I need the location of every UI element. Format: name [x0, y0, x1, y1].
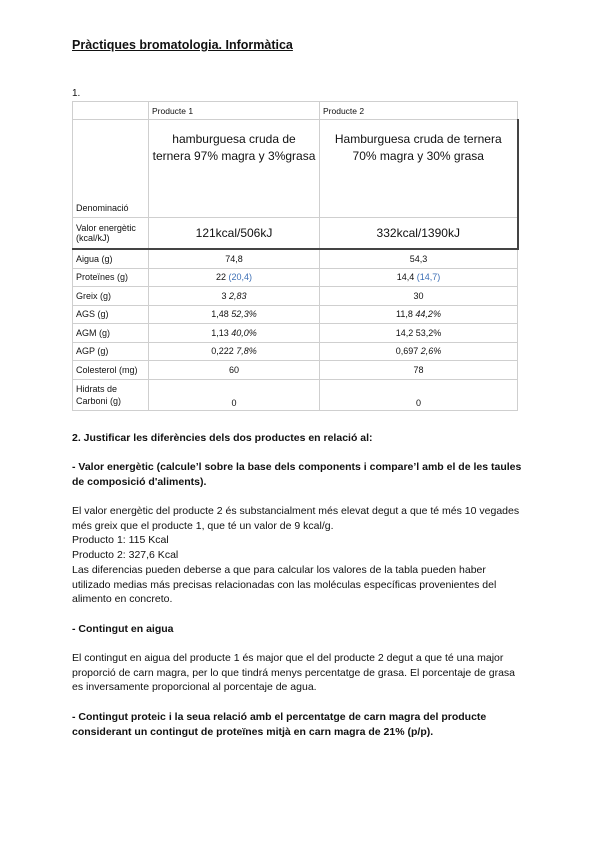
- row-value-p1: 74,8: [149, 249, 320, 268]
- calc-producto-1: Producto 1: 115 Kcal: [72, 534, 169, 546]
- percentage-value: 2,6%: [420, 346, 442, 357]
- row-value-p2: 78: [320, 361, 518, 380]
- energy-p2: 332kcal/1390kJ: [320, 218, 518, 250]
- row-label: AGP (g): [73, 342, 149, 361]
- table-row: [73, 305, 518, 324]
- row-value-p2: 30: [320, 287, 518, 306]
- table-row: [73, 287, 518, 306]
- row-value-p2: 14,4 (14,7): [320, 268, 518, 287]
- energy-paragraph-2: Las diferencias pueden deberse a que para calcular los valores de la tabla pueden haber utilizado medias más precisas relacionadas con las moléculas específicas provenientes del alimento en concreto.: [72, 564, 497, 605]
- reference-value: (14,7): [416, 272, 441, 283]
- denominacio-p1: hamburguesa cruda de ternera 97% magra y 3%grasa: [149, 120, 320, 218]
- table-row: [73, 324, 518, 343]
- row-label: Greix (g): [73, 287, 149, 306]
- table-row: [73, 268, 518, 287]
- row-value-p2: 11,8 44,2%: [320, 305, 518, 324]
- table-row: [73, 342, 518, 361]
- energy-row: [73, 218, 518, 250]
- denominacio-label: Denominació: [73, 120, 149, 218]
- energy-label: Valor energètic (kcal/kJ): [73, 218, 149, 250]
- row-value-p1: 3 2,83: [149, 287, 320, 306]
- energy-paragraph: El valor energètic del producte 2 és substancialment més elevat degut a que té més 10 vegades més greix que el producte 1, que té un valor de 9 kcal/g.: [72, 505, 520, 532]
- row-label: AGM (g): [73, 324, 149, 343]
- percentage-value: 52,3%: [231, 309, 257, 320]
- table-row: [73, 249, 518, 268]
- water-heading: - Contingut en aigua: [72, 623, 174, 635]
- percentage-value: 53,2%: [415, 327, 442, 338]
- row-label: AGS (g): [73, 305, 149, 324]
- percentage-value: 44,2%: [415, 309, 441, 320]
- row-value-p2: 54,3: [320, 249, 518, 268]
- carbs-p2: 0: [320, 379, 518, 410]
- header-empty-cell: [73, 102, 149, 120]
- row-label: Colesterol (mg): [73, 361, 149, 380]
- row-value-p2: 0,697 2,6%: [320, 342, 518, 361]
- header-producte-2: Producte 2: [320, 102, 518, 120]
- table-header-row: [73, 102, 518, 120]
- row-value-p1: 1,13 40,0%: [149, 324, 320, 343]
- reference-value: 2,83: [229, 290, 247, 301]
- calc-producto-2: Producto 2: 327,6 Kcal: [72, 549, 179, 561]
- protein-heading: - Contingut proteic i la seua relació amb el percentatge de carn magra del producte considerant un contingut de proteïnes mitjà en carn magra de 21% (p/p).: [72, 711, 487, 738]
- water-paragraph: El contingut en aigua del producte 1 és major que el del producte 2 degut a que té una major proporció de carn magra, per lo que tindrá menys percentatge de grasa. El porcentaje de grasa es inversamente proporcional al porcentaje de agua.: [72, 652, 516, 693]
- percentage-value: 40,0%: [231, 327, 257, 338]
- row-label: Proteïnes (g): [73, 268, 149, 287]
- row-value-p1: 1,48 52,3%: [149, 305, 320, 324]
- denominacio-p2: Hamburguesa cruda de ternera 70% magra y 30% grasa: [320, 120, 518, 218]
- percentage-value: 7,8%: [236, 346, 257, 357]
- carbs-label: Hidrats de Carboni (g): [73, 379, 149, 410]
- row-value-p1: 60: [149, 361, 320, 380]
- row-label: Aigua (g): [73, 249, 149, 268]
- nutrition-table: [72, 101, 519, 411]
- table-row: [73, 361, 518, 380]
- header-producte-1: Producte 1: [149, 102, 320, 120]
- reference-value: (20,4): [228, 272, 253, 283]
- carbs-row: [73, 379, 518, 410]
- row-value-p1: 22 (20,4): [149, 268, 320, 287]
- carbs-p1: 0: [149, 379, 320, 410]
- denominacio-row: [73, 120, 518, 218]
- row-value-p2: 14,2 53,2%: [320, 324, 518, 343]
- energy-heading: - Valor energètic (calcule’l sobre la base dels components i compare’l amb el de les taules de composició d'aliments).: [72, 461, 522, 488]
- page-title: Pràctiques bromatologia. Informàtica: [72, 38, 293, 52]
- section2-heading: 2. Justificar les diferències dels dos productes en relació al:: [72, 432, 373, 444]
- question-number: 1.: [72, 88, 81, 99]
- row-value-p1: 0,222 7,8%: [149, 342, 320, 361]
- energy-p1: 121kcal/506kJ: [149, 218, 320, 250]
